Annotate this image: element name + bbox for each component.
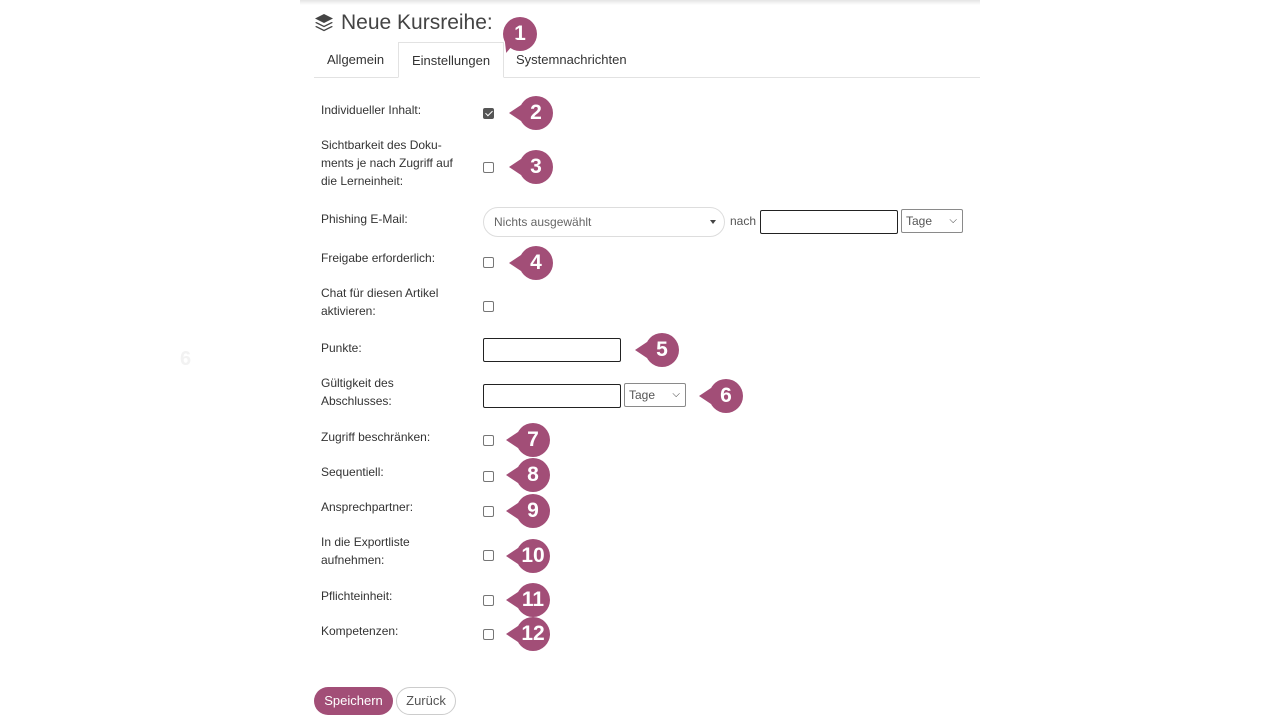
callout-badge-11: 11 [516, 583, 550, 617]
label-sequentiell: Sequentiell: [321, 465, 384, 479]
label-gueltigkeit-line-2: Abschlusses: [321, 394, 392, 408]
label-pflichteinheit: Pflichteinheit: [321, 589, 393, 603]
callout-badge-9: 9 [516, 494, 550, 528]
checkbox-freigabe[interactable] [483, 257, 494, 268]
label-individueller-inhalt: Individueller Inhalt: [321, 103, 422, 117]
label-exportliste [321, 533, 471, 569]
label-exportliste-line-2: aufnehmen: [321, 553, 385, 567]
label-chat-line-1: Chat für diesen Artikel [321, 286, 439, 300]
phishing-dropdown[interactable] [483, 207, 725, 237]
checkbox-exportliste[interactable] [483, 550, 494, 561]
ghost-number: 6 [180, 348, 192, 370]
save-button[interactable]: Speichern [314, 687, 393, 715]
phishing-nach-input[interactable] [760, 210, 898, 234]
checkbox-kompetenzen[interactable] [483, 629, 494, 640]
label-phishing: Phishing E-Mail: [321, 212, 408, 226]
tab-einstellungen[interactable]: Einstellungen [398, 42, 504, 78]
checkbox-sequentiell[interactable] [483, 471, 494, 482]
layers-icon [314, 13, 334, 33]
caret-down-icon [710, 220, 716, 224]
label-sichtbarkeit-line-1: Sichtbarkeit des Doku- [321, 138, 442, 152]
tab-bar [314, 42, 980, 78]
chevron-down-icon: ⌵ [672, 389, 680, 400]
label-sichtbarkeit-line-3: die Lerneinheit: [321, 174, 404, 188]
page-title [314, 10, 493, 36]
phishing-dropdown-value: Nichts ausgewählt [494, 215, 592, 229]
label-gueltigkeit-line-1: Gültigkeit des [321, 376, 394, 390]
label-exportliste-line-1: In die Exportliste [321, 535, 410, 549]
callout-badge-7: 7 [516, 423, 550, 457]
checkbox-pflichteinheit[interactable] [483, 595, 494, 606]
callout-badge-8: 8 [516, 458, 550, 492]
label-sichtbarkeit-line-2: ments je nach Zugriff auf [321, 156, 453, 170]
label-chat [321, 284, 471, 320]
callout-badge-5: 5 [645, 333, 679, 367]
callout-badge-10: 10 [516, 539, 550, 573]
checkbox-sichtbarkeit[interactable] [483, 162, 494, 173]
punkte-input[interactable] [483, 338, 621, 362]
label-kompetenzen: Kompetenzen: [321, 624, 399, 638]
label-chat-line-2: aktivieren: [321, 304, 376, 318]
phishing-unit-select[interactable] [901, 209, 963, 233]
label-zugriff: Zugriff beschränken: [321, 430, 431, 444]
label-freigabe: Freigabe erforderlich: [321, 251, 436, 265]
checkbox-individueller-inhalt[interactable] [483, 108, 494, 119]
gueltigkeit-unit-value: Tage [629, 388, 656, 402]
label-nach: nach [730, 214, 757, 228]
top-shadow [300, 0, 980, 5]
phishing-unit-value: Tage [906, 214, 933, 228]
tab-allgemein[interactable]: Allgemein [327, 52, 385, 67]
callout-badge-6: 6 [709, 379, 743, 413]
page-title-text: Neue Kursreihe: [341, 11, 493, 34]
callout-badge-2: 2 [519, 96, 553, 130]
chevron-down-icon: ⌵ [949, 215, 957, 226]
callout-badge-3: 3 [519, 150, 553, 184]
checkbox-ansprechpartner[interactable] [483, 506, 494, 517]
back-button[interactable]: Zurück [396, 687, 456, 715]
checkbox-zugriff[interactable] [483, 435, 494, 446]
checkbox-chat[interactable] [483, 301, 494, 312]
callout-badge-12: 12 [516, 617, 550, 651]
callout-badge-4: 4 [519, 246, 553, 280]
label-gueltigkeit [321, 374, 471, 410]
gueltigkeit-unit-select[interactable] [624, 383, 686, 407]
callout-badge-1: 1 [503, 17, 537, 51]
label-punkte: Punkte: [321, 341, 362, 355]
tab-systemnachrichten[interactable]: Systemnachrichten [516, 52, 627, 67]
label-ansprechpartner: Ansprechpartner: [321, 500, 414, 514]
label-sichtbarkeit [321, 136, 471, 190]
gueltigkeit-input[interactable] [483, 384, 621, 408]
